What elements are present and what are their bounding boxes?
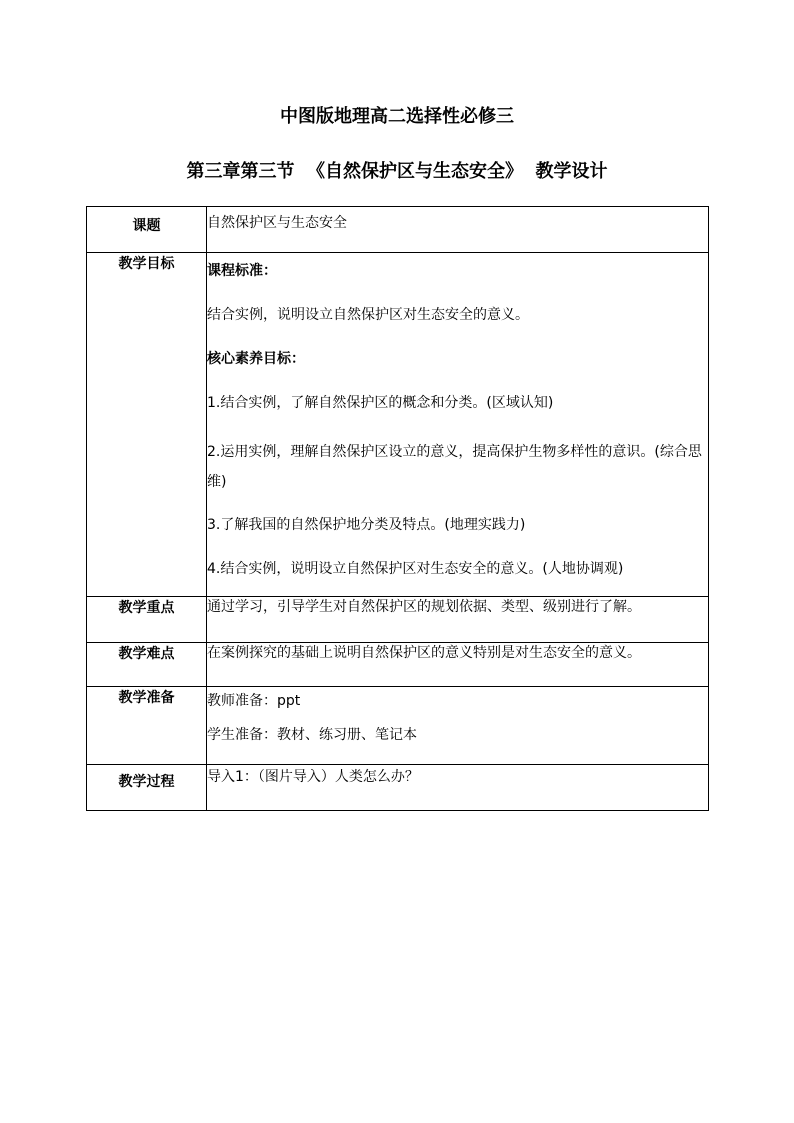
row-objectives — [87, 253, 709, 597]
row-difficulties — [87, 643, 709, 687]
curriculum-heading: 课程标准： — [207, 263, 277, 279]
value-topic: 自然保护区与生态安全 — [207, 207, 709, 253]
value-preparation — [207, 687, 709, 765]
objective-item-3: 3.了解我国的自然保护地分类及特点。(地理实践力) — [207, 517, 526, 533]
value-key-points: 通过学习，引导学生对自然保护区的规划依据、类型、级别进行了解。 — [207, 597, 709, 643]
row-preparation — [87, 687, 709, 765]
row-key-points — [87, 597, 709, 643]
objective-item-4: 4.结合实例，说明设立自然保护区对生态安全的意义。(人地协调观) — [207, 561, 624, 577]
value-process: 导入1：（图片导入）人类怎么办？ — [207, 765, 709, 811]
value-objectives — [207, 253, 709, 597]
teacher-preparation: 教师准备：ppt — [207, 693, 301, 709]
label-process: 教学过程 — [87, 765, 207, 811]
objective-item-1: 1.结合实例，了解自然保护区的概念和分类。(区域认知) — [207, 395, 554, 411]
objective-item-2: 2.运用实例，理解自然保护区设立的意义，提高保护生物多样性的意识。(综合思维) — [207, 444, 702, 490]
lesson-plan-table — [86, 206, 709, 811]
label-difficulties: 教学难点 — [87, 643, 207, 687]
row-process — [87, 765, 709, 811]
document-subtitle: 第三章第三节 《自然保护区与生态安全》 教学设计 — [186, 161, 608, 182]
document-title: 中图版地理高二选择性必修三 — [280, 106, 514, 127]
label-key-points: 教学重点 — [87, 597, 207, 643]
curriculum-text: 结合实例，说明设立自然保护区对生态安全的意义。 — [207, 307, 529, 323]
row-topic — [87, 207, 709, 253]
label-preparation: 教学准备 — [87, 687, 207, 765]
literacy-heading: 核心素养目标： — [207, 351, 305, 367]
student-preparation: 学生准备：教材、练习册、笔记本 — [207, 727, 417, 743]
label-objectives: 教学目标 — [87, 253, 207, 597]
label-topic: 课题 — [87, 207, 207, 253]
value-difficulties: 在案例探究的基础上说明自然保护区的意义特别是对生态安全的意义。 — [207, 643, 709, 687]
